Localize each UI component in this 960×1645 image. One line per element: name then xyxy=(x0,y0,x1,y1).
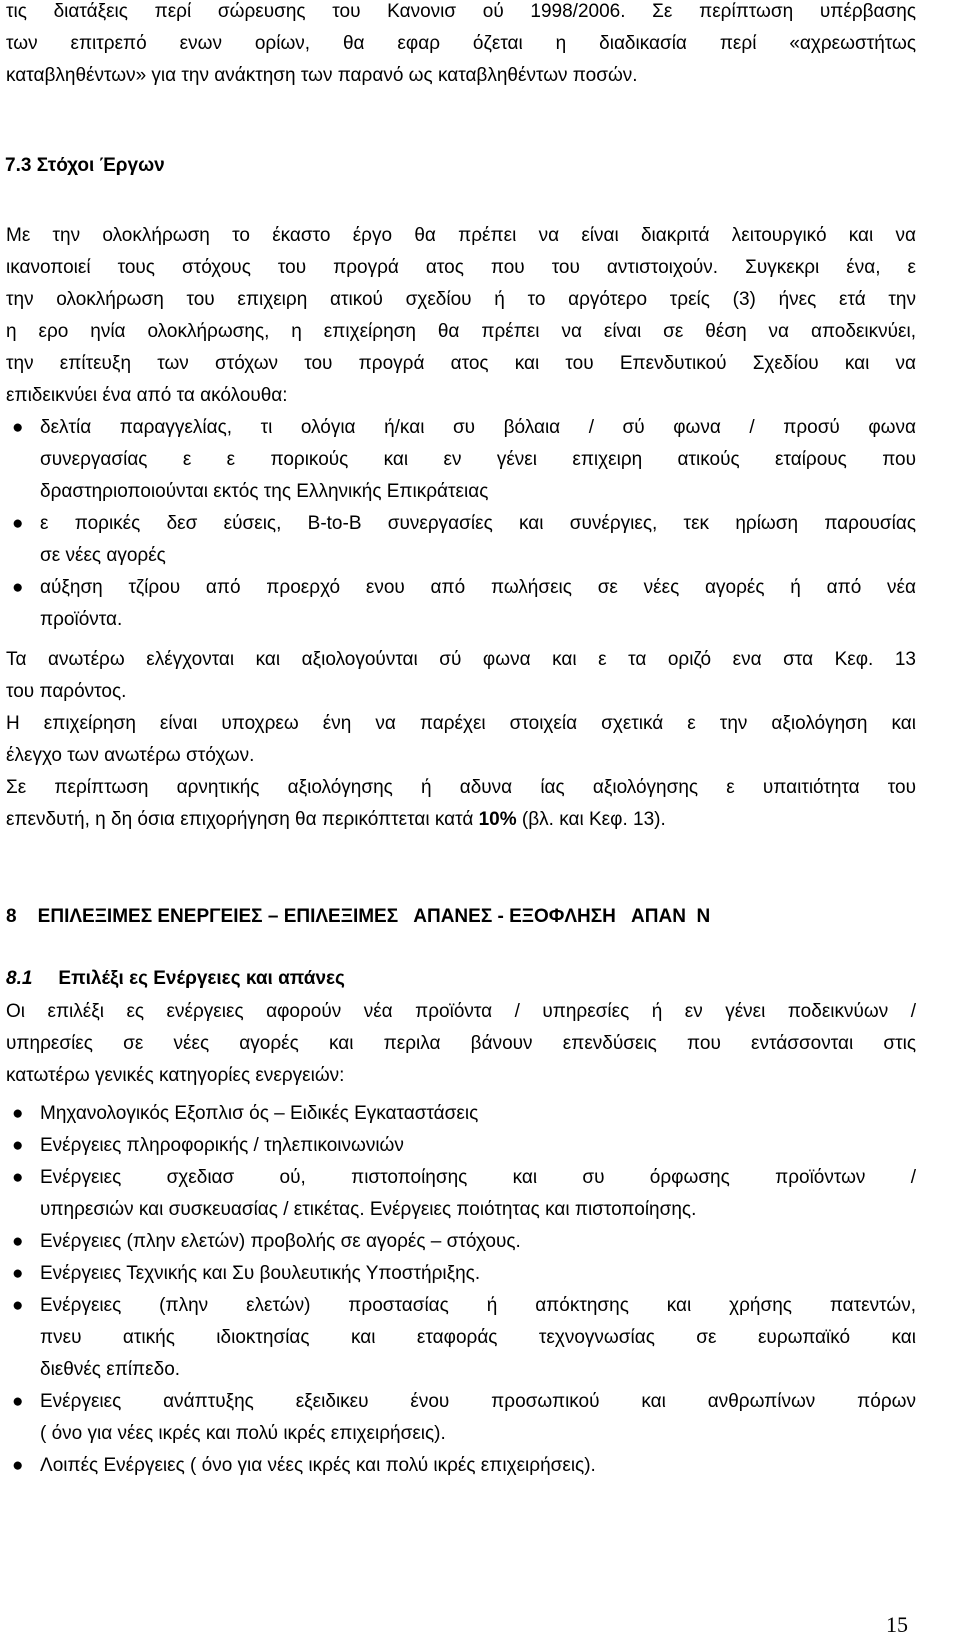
text-line: συνεργασίας ε ε πορικούς και εν γένει επιχειρη ατικούς εταίρους που xyxy=(40,449,916,470)
text-line: Η επιχείρηση είναι υποχρεω ένη να παρέχει στοιχεία σχετικά ε την αξιολόγηση και xyxy=(6,713,916,734)
bullet-icon: ● xyxy=(12,1263,24,1284)
list-item xyxy=(6,1258,916,1290)
bullet-icon: ● xyxy=(12,417,24,438)
text-line: του παρόντος. xyxy=(6,681,127,702)
text-run: (βλ. και Κεφ. 13). xyxy=(516,809,666,830)
bullet-icon: ● xyxy=(12,1231,24,1252)
text-line: δραστηριοποιούνται εκτός της Ελληνικής Επικράτειας xyxy=(40,481,489,502)
text-line: Με την ολοκλήρωση το έκαστο έργο θα πρέπει να είναι διακριτά λειτουργικό και να xyxy=(6,225,916,246)
list-item xyxy=(6,1162,916,1226)
text-line: Ενέργειες ανάπτυξης εξειδικευ ένου προσωπικού και ανθρωπίνων πόρων xyxy=(40,1391,916,1412)
text-line: Μηχανολογικός Εξοπλισ ός – Ειδικές Εγκαταστάσεις xyxy=(40,1103,479,1124)
text-line: Ενέργειες (πλην ελετών) προβολής σε αγορές – στόχους. xyxy=(40,1231,521,1252)
section-heading-8: 8 ΕΠΙΛΕΞΙΜΕΣ ΕΝΕΡΓΕΙΕΣ – ΕΠΙΛΕΞΙΜΕΣ ΑΠΑΝΕΣ - ΕΞΟΦΛΗΣΗ ΑΠΑΝ Ν xyxy=(6,906,711,927)
list-item xyxy=(6,572,916,636)
text-line: Σε περίπτωση αρνητικής αξιολόγησης ή αδυνα ίας αξιολόγησης ε υπαιτιότητα του xyxy=(6,777,916,798)
text-run: επενδυτή, η δη όσια επιχορήγηση θα περικόπτεται κατά xyxy=(6,809,479,830)
text-line: η ερο ηνία ολοκλήρωσης, η επιχείρηση θα πρέπει να είναι σε θέση να αποδεικνύει, xyxy=(6,321,916,342)
text-line: ( όνο για νέες ικρές και πολύ ικρές επιχειρήσεις). xyxy=(40,1423,446,1444)
text-line: την ολοκλήρωση του επιχειρη ατικού σχεδίου ή το αργότερο τρείς (3) ήνες ετά την xyxy=(6,289,916,310)
section-8-1-bullet-list xyxy=(6,1098,916,1482)
section-heading-7-3: 7.3 Στόχοι Έργων xyxy=(5,155,165,176)
section-7-3-closing xyxy=(6,644,916,836)
text-line: υπηρεσίες σε νέες αγορές και περιλα βάνουν επενδύσεις που εντάσσονται στις xyxy=(6,1033,916,1054)
bullet-icon: ● xyxy=(12,1295,24,1316)
list-item xyxy=(6,1450,916,1482)
text-line: έλεγχο των ανωτέρω στόχων. xyxy=(6,745,255,766)
text-line: διεθνές επίπεδο. xyxy=(40,1359,181,1380)
list-item xyxy=(6,1226,916,1258)
text-line: δελτία παραγγελίας, τι ολόγια ή/και συ βόλαια / σύ φωνα / προσύ φωνα xyxy=(40,417,916,438)
text-line: αύξηση τζίρου από προερχό ενου από πωλήσεις σε νέες αγορές ή από νέα xyxy=(40,577,916,598)
subsection-title: Επιλέξι ες Ενέργειες και απάνες xyxy=(58,968,345,989)
bullet-icon: ● xyxy=(12,513,24,534)
text-line: τις διατάξεις περί σώρευσης του Κανονισ ού 1998/2006. Σε περίπτωση υπέρβασης xyxy=(6,1,916,22)
section-7-3-paragraph xyxy=(6,220,916,412)
bullet-icon: ● xyxy=(12,1103,24,1124)
text-line: ικανοποιεί τους στόχους του προγρά ατος που του αντιστοιχούν. Συγκεκρι ένα, ε xyxy=(6,257,916,278)
bullet-icon: ● xyxy=(12,1391,24,1412)
text-line: υπηρεσιών και συσκευασίας / ετικέτας. Ενέργειες ποιότητας και πιστοποίησης. xyxy=(40,1199,697,1220)
text-line: Ενέργειες Τεχνικής και Συ βουλευτικής Υποστήριξης. xyxy=(40,1263,481,1284)
list-item xyxy=(6,1386,916,1450)
intro-paragraph xyxy=(6,0,916,92)
text-line: την επίτευξη των στόχων του προγρά ατος και του Επενδυτικού Σχεδίου και να xyxy=(6,353,916,374)
text-line: Οι επιλέξι ες ενέργειες αφορούν νέα προϊόντα / υπηρεσίες ή εν γένει ποδεικνύων / xyxy=(6,1001,916,1022)
text-line xyxy=(6,804,916,836)
text-line: Τα ανωτέρω ελέγχονται και αξιολογούνται σύ φωνα και ε τα οριζό ενα στα Κεφ. 13 xyxy=(6,649,916,670)
bullet-icon: ● xyxy=(12,1167,24,1188)
list-item xyxy=(6,1130,916,1162)
section-8-1-paragraph xyxy=(6,996,916,1092)
page-number: 15 xyxy=(886,1612,908,1637)
text-line: προϊόντα. xyxy=(40,609,123,630)
text-line: ε πορικές δεσ εύσεις, B-to-B συνεργασίες και συνέργιες, τεκ ηρίωση παρουσίας xyxy=(40,513,916,534)
text-line: Ενέργειες (πλην ελετών) προστασίας ή απόκτησης και χρήσης πατεντών, xyxy=(40,1295,916,1316)
list-item xyxy=(6,412,916,508)
text-line: Λοιπές Ενέργειες ( όνο για νέες ικρές και πολύ ικρές επιχειρήσεις). xyxy=(40,1455,596,1476)
bullet-icon: ● xyxy=(12,577,24,598)
text-line: πνευ ατικής ιδιοκτησίας και εταφοράς τεχνογνωσίας σε ευρωπαϊκό και xyxy=(40,1327,916,1348)
bullet-icon: ● xyxy=(12,1135,24,1156)
text-line: καταβληθέντων» για την ανάκτηση των παρανό ως καταβληθέντων ποσών. xyxy=(6,65,638,86)
bullet-icon: ● xyxy=(12,1455,24,1476)
list-item xyxy=(6,1098,916,1130)
text-line: των επιτρεπό ενων ορίων, θα εφαρ όζεται η διαδικασία περί «αχρεωστήτως xyxy=(6,33,916,54)
text-line: επιδεικνύει ένα από τα ακόλουθα: xyxy=(6,385,288,406)
section-heading-8-1 xyxy=(6,968,345,990)
text-line: σε νέες αγορές xyxy=(40,545,166,566)
list-item xyxy=(6,508,916,572)
text-line: κατωτέρω γενικές κατηγορίες ενεργειών: xyxy=(6,1065,345,1086)
text-line: Ενέργειες πληροφορικής / τηλεπικοινωνιών xyxy=(40,1135,404,1156)
list-item xyxy=(6,1290,916,1386)
text-line: Ενέργειες σχεδιασ ού, πιστοποίησης και συ όρφωσης προϊόντων / xyxy=(40,1167,916,1188)
subsection-number: 8.1 xyxy=(6,968,33,989)
percent-value: 10% xyxy=(478,809,517,830)
section-7-3-bullet-list xyxy=(6,412,916,636)
